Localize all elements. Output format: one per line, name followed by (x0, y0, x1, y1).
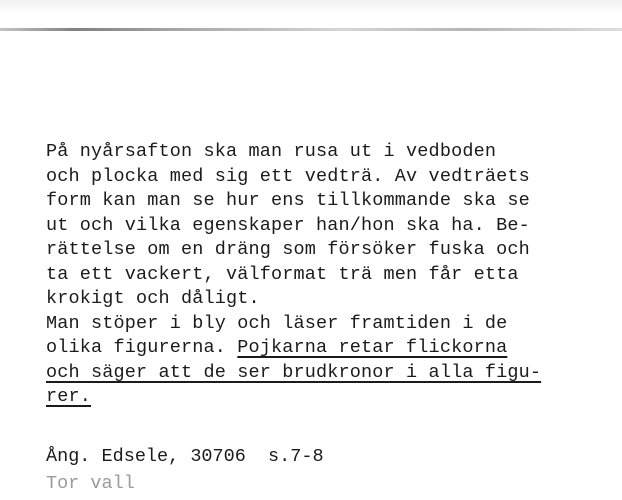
text-line: Man stöper i bly och läser framtiden i de (46, 312, 508, 334)
underlined-text-line: och säger att de ser brudkronor i alla figu- (46, 361, 542, 383)
text-line: På nyårsafton ska man rusa ut i vedboden (46, 141, 497, 162)
text-line: krokigt och dåligt. (46, 288, 260, 309)
text-line: och plocka med sig ett vedträ. Av vedträets (46, 165, 530, 187)
card-top-shadow (0, 0, 622, 14)
underlined-text-line: rer. (46, 386, 92, 407)
faded-reference: Tor vall (46, 473, 135, 494)
underlined-segment: Pojkarna retar flickorna (237, 337, 508, 358)
card-top-edge (0, 28, 622, 31)
source-reference: Ång. Edsele, 30706 s.7-8 (46, 446, 324, 467)
text-line: form kan man se hur ens tillkommande ska se (46, 190, 530, 211)
typed-text-block (46, 140, 591, 410)
text-line: ut och vilka egenskaper han/hon ska ha. Be- (46, 214, 530, 236)
text-segment: olika figurerna. (46, 337, 238, 358)
text-line-mixed (46, 336, 591, 361)
text-line: ta ett vackert, välformat trä men får etta (46, 263, 519, 285)
text-line: rättelse om en dräng som försöker fuska och (46, 239, 530, 260)
